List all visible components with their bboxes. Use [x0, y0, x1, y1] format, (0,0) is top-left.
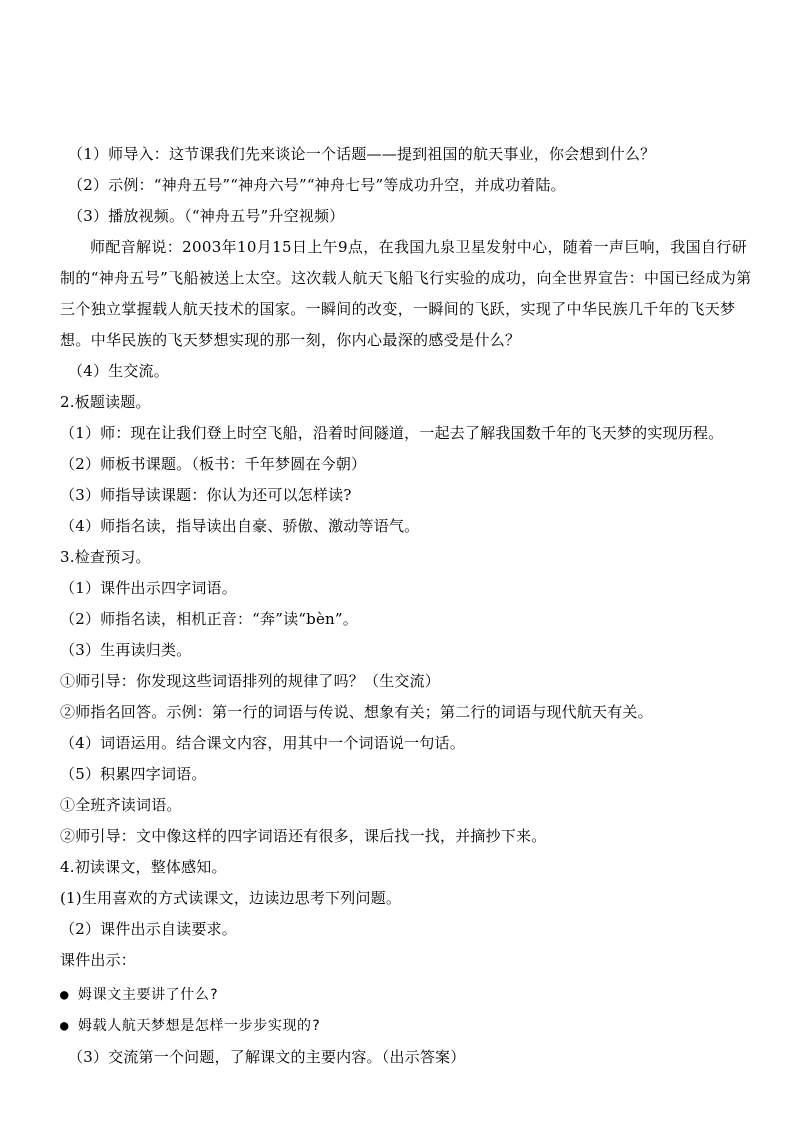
- paragraph-line-19: ①全班齐读词语。: [60, 796, 182, 814]
- paragraph-line-3: （3）播放视频。（“神舟五号”升空视频）: [68, 207, 345, 225]
- paragraph-line-13: （2）师指名读，相机正音：“奔”读“bèn”。: [60, 610, 358, 628]
- paragraph-line-5: （4）生交流。: [68, 362, 169, 380]
- paragraph-line-22: (1)生用喜欢的方式读课文，边读边思考下列问题。: [60, 889, 402, 907]
- section-heading-2: 2.板题读题。: [60, 393, 151, 411]
- paragraph-line-10: （4）师指名读，指导读出自豪、骄傲、激动等语气。: [60, 517, 420, 535]
- paragraph-line-15: ①师引导：你发现这些词语排列的规律了吗？（生交流）: [60, 672, 441, 690]
- paragraph-line-1: （1）师导入：这节课我们先来谈论一个话题——提到祖国的航天事业，你会想到什么？: [68, 145, 656, 163]
- paragraph-line-8: （2）师板书课题。（板书：千年梦圆在今朝）: [60, 455, 367, 473]
- paragraph-line-12: （1）课件出示四字词语。: [60, 579, 237, 597]
- paragraph-line-17: （4）词语运用。结合课文内容，用其中一个词语说一句话。: [60, 734, 465, 752]
- paragraph-line-27: （3）交流第一个问题，了解课文的主要内容。（出示答案）: [68, 1048, 466, 1066]
- section-heading-3: 3.检查预习。: [60, 548, 151, 566]
- section-heading-4: 4.初读课文，整体感知。: [60, 858, 227, 876]
- paragraph-line-7: （1）师：现在让我们登上时空飞船，沿着时间隧道，一起去了解我国数千年的飞天梦的实现历程。: [60, 424, 724, 442]
- paragraph-line-2: （2）示例：“神舟五号”“神舟六号”“神舟七号”等成功升空，并成功着陆。: [68, 176, 566, 194]
- paragraph-line-14: （3）生再读归类。: [60, 641, 192, 659]
- paragraph-line-20: ②师引导：文中像这样的四字词语还有很多，课后找一找，并摘抄下来。: [60, 827, 547, 845]
- bullet-item-1: ● 姆课文主要讲了什么?: [60, 987, 219, 1003]
- bullet-item-2: ● 姆载人航天梦想是怎样一步步实现的?: [60, 1018, 321, 1034]
- paragraph-line-9: （3）师指导读课题：你认为还可以怎样读?: [60, 486, 352, 504]
- narration-paragraph: 师配音解说：2003年10月15日上午9点，在我国九泉卫星发射中心，随着一声巨响，我国自行研制的“神舟五号”飞船被送上太空。这次载人航天飞船飞行实验的成功，向全世界宣告：中国已经成为第三个独立掌握载人航天技术的国家。一瞬间的改变，一瞬间的飞跃，实现了中华民族几千年的飞天梦想。中华民族的飞天梦想实现的那一刻，你内心最深的感受是什么？: [60, 238, 752, 349]
- paragraph-line-18: （5）积累四字词语。: [60, 765, 207, 783]
- paragraph-line-24: 课件出示：: [60, 951, 137, 969]
- paragraph-line-16: ②师指名回答。示例：第一行的词语与传说、想象有关；第二行的词语与现代航天有关。: [60, 703, 653, 721]
- paragraph-line-23: （2）课件出示自读要求。: [60, 920, 237, 938]
